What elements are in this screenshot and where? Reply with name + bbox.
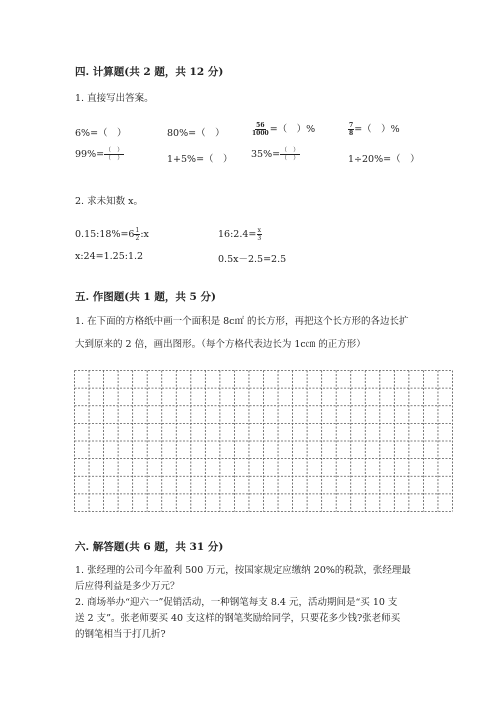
calc-1-plus-5-percent: 1+5%=（ ） — [167, 154, 233, 165]
fraction-denominator: 3 — [257, 235, 262, 242]
fraction-rest: =（ ）% — [354, 124, 400, 135]
section5-q1-line2: 大到原来的 2 倍，画出图形。（每个方格代表边长为 1c㎝ 的正方形） — [75, 339, 366, 350]
fraction-numerator: 7 — [349, 122, 354, 129]
calc-80-percent: 80%=（ ） — [167, 128, 225, 139]
calc-6-percent: 6%=（ ） — [75, 128, 127, 139]
fraction-denominator: （ ） — [281, 155, 300, 162]
section6-q2-line3: 的钢笔相当于打几折? — [75, 629, 166, 640]
section6-q2-line1: 2. 商场举办“迎六一”促销活动，一种钢笔每支 8.4 元，活动期间是“买 10 支 — [75, 597, 398, 608]
equation-1-prefix: 0.15:18%=6 — [75, 229, 135, 240]
calc-1-div-20-percent: 1÷20%=（ ） — [348, 154, 420, 165]
section4-q2-title: 2. 求未知数 x。 — [75, 196, 143, 207]
section6-q1-line1: 1. 张经理的公司今年盈利 500 万元，按国家规定应缴纳 20%的税款，张经理最 — [75, 565, 411, 576]
equation-2 — [218, 227, 262, 242]
fraction-denominator: 1000 — [252, 130, 269, 137]
section4-title: 四. 计算题(共 2 题，共 12 分) — [75, 66, 224, 78]
calc-99-percent-prefix: 99%= — [75, 149, 105, 160]
equation-1-suffix: :x — [140, 229, 149, 240]
equation-4: 0.5x－2.5=2.5 — [218, 254, 287, 265]
fraction-denominator: 8 — [349, 130, 354, 137]
section6-q2-line2: 送 2 支”。张老师要买 40 支这样的钢笔奖励给同学，只要花多少钱?张老师买 — [75, 613, 401, 624]
section4-q1-title: 1. 直接写出答案。 — [75, 93, 154, 104]
fraction-numerator: （ ） — [105, 147, 124, 154]
section6-q1-line2: 后应得利益是多少万元？ — [75, 581, 180, 592]
calc-fraction-7-8 — [348, 121, 400, 137]
fraction-rest: =（ ）% — [269, 124, 316, 135]
fraction-numerator: x — [257, 227, 261, 234]
calc-35-percent — [251, 147, 300, 162]
equation-1 — [75, 227, 149, 242]
square-grid-svg — [74, 370, 453, 512]
section5-title: 五. 作图题(共 1 题，共 5 分) — [75, 291, 216, 303]
fraction-numerator: 1 — [135, 227, 140, 234]
calc-35-percent-prefix: 35%= — [251, 149, 281, 160]
calc-99-percent — [75, 147, 124, 162]
square-grid-paper — [74, 370, 453, 512]
fraction-numerator: （ ） — [281, 147, 300, 154]
section6-title: 六. 解答题(共 6 题，共 31 分) — [75, 541, 224, 553]
calc-fraction-56-1000 — [251, 121, 315, 137]
section5-q1-line1: 1. 在下面的方格纸中画一个面积是 8c㎡ 的长方形，再把这个长方形的各边长扩 — [75, 316, 409, 327]
equation-3: x:24=1.25:1.2 — [75, 251, 144, 262]
fraction-denominator: （ ） — [105, 155, 124, 162]
equation-2-prefix: 16:2.4= — [218, 229, 257, 240]
fraction-numerator: 56 — [256, 122, 265, 129]
fraction-denominator: 2 — [135, 235, 140, 242]
